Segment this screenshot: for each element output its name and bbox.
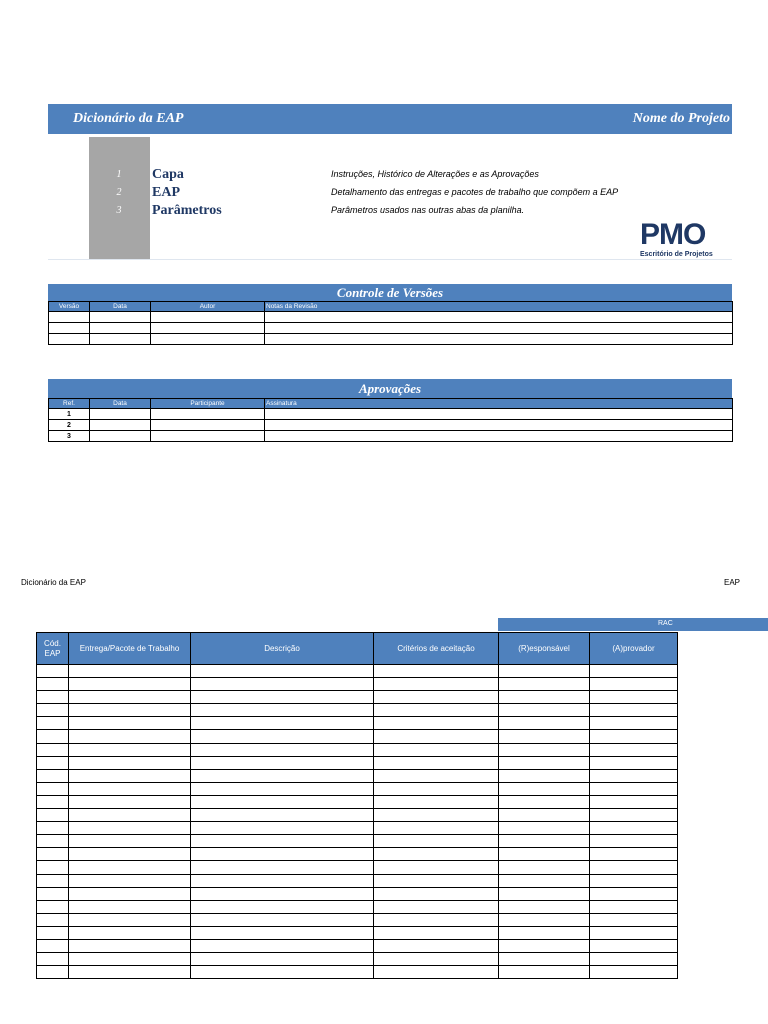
table-row: [37, 809, 678, 822]
project-name: Nome do Projeto: [632, 111, 730, 126]
cell[interactable]: [191, 769, 374, 782]
cell[interactable]: [69, 795, 191, 808]
cell[interactable]: [590, 953, 678, 966]
cell[interactable]: [499, 730, 590, 743]
table-row: [37, 730, 678, 743]
table-row: [49, 312, 733, 323]
cell[interactable]: [590, 861, 678, 874]
cell[interactable]: [37, 835, 69, 848]
cell[interactable]: [69, 874, 191, 887]
cell[interactable]: [265, 323, 733, 334]
cell[interactable]: [590, 848, 678, 861]
cell[interactable]: [499, 704, 590, 717]
cell[interactable]: [37, 704, 69, 717]
col-ref: Ref.: [49, 399, 90, 409]
cell[interactable]: [69, 704, 191, 717]
menu-number-block: [89, 137, 150, 259]
col-versao: Versão: [49, 302, 90, 312]
table-row: [37, 848, 678, 861]
cell[interactable]: [151, 420, 265, 431]
cell[interactable]: [191, 835, 374, 848]
cell[interactable]: [590, 795, 678, 808]
cell[interactable]: [69, 966, 191, 979]
table-row: [37, 835, 678, 848]
cell[interactable]: [374, 835, 499, 848]
cell[interactable]: [191, 966, 374, 979]
cell[interactable]: [37, 717, 69, 730]
cell[interactable]: [374, 926, 499, 939]
col-autor: Autor: [151, 302, 265, 312]
cell[interactable]: [191, 691, 374, 704]
cell[interactable]: [49, 323, 90, 334]
cell[interactable]: [69, 953, 191, 966]
cell[interactable]: [191, 678, 374, 691]
dictionary-sheet-label: EAP: [724, 578, 741, 587]
rac-header-bar: [498, 618, 768, 631]
cell[interactable]: [590, 874, 678, 887]
cell[interactable]: [265, 409, 733, 420]
cell[interactable]: [590, 887, 678, 900]
cell[interactable]: [590, 704, 678, 717]
cell[interactable]: [499, 756, 590, 769]
cell[interactable]: [374, 782, 499, 795]
cell[interactable]: [590, 730, 678, 743]
cell[interactable]: [90, 409, 151, 420]
cell[interactable]: [374, 874, 499, 887]
cell[interactable]: [69, 822, 191, 835]
cell[interactable]: [499, 743, 590, 756]
table-row: [37, 665, 678, 678]
cell[interactable]: [499, 848, 590, 861]
cell[interactable]: [90, 431, 151, 442]
ref-cell: 1: [49, 409, 90, 420]
cell[interactable]: [265, 312, 733, 323]
table-row: [37, 900, 678, 913]
cell[interactable]: [151, 323, 265, 334]
cell[interactable]: [37, 809, 69, 822]
cell[interactable]: [69, 730, 191, 743]
table-row: [49, 431, 733, 442]
cell[interactable]: [590, 743, 678, 756]
cell[interactable]: [37, 874, 69, 887]
col-aprovador: (A)provador: [590, 633, 678, 665]
cell[interactable]: [499, 953, 590, 966]
cell[interactable]: [374, 730, 499, 743]
cell[interactable]: [69, 939, 191, 952]
cell[interactable]: [590, 717, 678, 730]
table-row: [37, 926, 678, 939]
table-row: [37, 743, 678, 756]
versions-section: [48, 284, 732, 345]
cell[interactable]: [265, 431, 733, 442]
cell[interactable]: [37, 782, 69, 795]
cell[interactable]: [191, 848, 374, 861]
cell[interactable]: [590, 769, 678, 782]
cell[interactable]: [37, 730, 69, 743]
col-entrega: Entrega/Pacote de Trabalho: [69, 633, 191, 665]
cell[interactable]: [151, 334, 265, 345]
cell[interactable]: [37, 861, 69, 874]
versions-table: [48, 301, 733, 345]
table-row: [37, 861, 678, 874]
cell[interactable]: [37, 822, 69, 835]
cell[interactable]: [265, 420, 733, 431]
cell[interactable]: [499, 769, 590, 782]
cell[interactable]: [191, 900, 374, 913]
cell[interactable]: [590, 782, 678, 795]
cell[interactable]: [37, 795, 69, 808]
table-row: [37, 678, 678, 691]
menu-desc-capa: Instruções, Histórico de Alterações e as Aprovações: [331, 169, 539, 179]
cell[interactable]: [191, 809, 374, 822]
cell[interactable]: [374, 900, 499, 913]
table-row: [49, 409, 733, 420]
cell[interactable]: [499, 913, 590, 926]
divider: [48, 259, 732, 260]
cell[interactable]: [69, 835, 191, 848]
cell[interactable]: [69, 743, 191, 756]
cell[interactable]: [191, 874, 374, 887]
cell[interactable]: [374, 691, 499, 704]
menu-link-parametros[interactable]: Parâmetros: [152, 203, 222, 218]
cell[interactable]: [499, 926, 590, 939]
cell[interactable]: [191, 887, 374, 900]
ref-cell: 3: [49, 431, 90, 442]
cell[interactable]: [37, 926, 69, 939]
cell[interactable]: [499, 900, 590, 913]
table-row: [37, 717, 678, 730]
cell[interactable]: [69, 926, 191, 939]
cell[interactable]: [191, 704, 374, 717]
table-row: [37, 691, 678, 704]
col-participante: Participante: [151, 399, 265, 409]
cell[interactable]: [191, 939, 374, 952]
cell[interactable]: [590, 822, 678, 835]
cell[interactable]: [374, 704, 499, 717]
cell[interactable]: [590, 966, 678, 979]
cell[interactable]: [191, 782, 374, 795]
col-descricao: Descrição: [191, 633, 374, 665]
cell[interactable]: [499, 665, 590, 678]
cell[interactable]: [191, 795, 374, 808]
cell[interactable]: [49, 312, 90, 323]
cell[interactable]: [374, 756, 499, 769]
cell[interactable]: [499, 782, 590, 795]
table-row: [37, 953, 678, 966]
cell[interactable]: [191, 953, 374, 966]
col-data: Data: [90, 302, 151, 312]
cell[interactable]: [191, 861, 374, 874]
table-row: [37, 913, 678, 926]
cell[interactable]: [590, 913, 678, 926]
cell[interactable]: [37, 678, 69, 691]
cell[interactable]: [590, 665, 678, 678]
cell[interactable]: [374, 795, 499, 808]
table-row: [49, 323, 733, 334]
approvals-table: [48, 398, 733, 442]
cell[interactable]: [69, 691, 191, 704]
cell[interactable]: [37, 887, 69, 900]
cell[interactable]: [37, 769, 69, 782]
cell[interactable]: [499, 678, 590, 691]
table-row: [49, 420, 733, 431]
cell[interactable]: [37, 953, 69, 966]
dictionary-table: [36, 632, 678, 979]
cell[interactable]: [37, 939, 69, 952]
cell[interactable]: [590, 835, 678, 848]
cell[interactable]: [499, 835, 590, 848]
cell[interactable]: [191, 756, 374, 769]
col-assinatura: Assinatura: [265, 399, 733, 409]
pmo-logo-text: PMO: [640, 218, 706, 251]
table-row: [37, 756, 678, 769]
cell[interactable]: [37, 665, 69, 678]
cell[interactable]: [374, 966, 499, 979]
cell[interactable]: [590, 691, 678, 704]
cell[interactable]: [499, 887, 590, 900]
menu-desc-eap: Detalhamento das entregas e pacotes de trabalho que compõem a EAP: [331, 187, 619, 197]
header-bar: [48, 104, 732, 134]
table-row: [37, 939, 678, 952]
cell[interactable]: [590, 809, 678, 822]
cell[interactable]: [69, 665, 191, 678]
cell[interactable]: [499, 809, 590, 822]
menu-link-capa[interactable]: Capa: [152, 167, 184, 182]
cell[interactable]: [374, 913, 499, 926]
menu-desc-parametros: Parâmetros usados nas outras abas da planilha.: [331, 205, 525, 215]
cell[interactable]: [191, 822, 374, 835]
table-row: [37, 966, 678, 979]
cell[interactable]: [37, 913, 69, 926]
cell[interactable]: [69, 756, 191, 769]
cell[interactable]: [49, 334, 90, 345]
table-row: [37, 887, 678, 900]
cell[interactable]: [374, 887, 499, 900]
cell[interactable]: [69, 900, 191, 913]
approvals-title: Aprovações: [48, 379, 732, 398]
cell[interactable]: [374, 809, 499, 822]
cell[interactable]: [499, 822, 590, 835]
cell[interactable]: [191, 913, 374, 926]
cell[interactable]: [37, 743, 69, 756]
table-row: [37, 822, 678, 835]
cell[interactable]: [499, 717, 590, 730]
cell[interactable]: [191, 717, 374, 730]
cell[interactable]: [90, 420, 151, 431]
cell[interactable]: [374, 861, 499, 874]
cell[interactable]: [69, 887, 191, 900]
cell[interactable]: [191, 665, 374, 678]
cell[interactable]: [191, 730, 374, 743]
cell[interactable]: [374, 953, 499, 966]
cell[interactable]: [590, 939, 678, 952]
col-responsavel: (R)esponsável: [499, 633, 590, 665]
cell[interactable]: [69, 861, 191, 874]
col-criterios: Critérios de aceitação: [374, 633, 499, 665]
cell[interactable]: [69, 717, 191, 730]
cell[interactable]: [374, 848, 499, 861]
cell[interactable]: [191, 926, 374, 939]
cell[interactable]: [69, 769, 191, 782]
menu-link-eap[interactable]: EAP: [152, 185, 180, 200]
cell[interactable]: [69, 809, 191, 822]
cell[interactable]: [90, 334, 151, 345]
pmo-logo: [640, 220, 722, 264]
table-row: [37, 769, 678, 782]
rac-label: RAC: [658, 620, 673, 627]
cell[interactable]: [374, 743, 499, 756]
menu-number-1: 1: [116, 169, 122, 180]
table-row: [37, 874, 678, 887]
col-data: Data: [90, 399, 151, 409]
dictionary-page-label: Dicionário da EAP: [21, 578, 86, 587]
cell[interactable]: [151, 431, 265, 442]
cell[interactable]: [37, 900, 69, 913]
pmo-logo-subtitle: Escritório de Projetos: [640, 251, 713, 258]
cell[interactable]: [151, 409, 265, 420]
cell[interactable]: [374, 678, 499, 691]
header-title: Dicionário da EAP: [73, 111, 184, 126]
cell[interactable]: [499, 939, 590, 952]
cell[interactable]: [374, 665, 499, 678]
cell[interactable]: [69, 678, 191, 691]
cell[interactable]: [499, 874, 590, 887]
cell[interactable]: [374, 939, 499, 952]
cell[interactable]: [37, 756, 69, 769]
col-notas: Notas da Revisão: [265, 302, 733, 312]
cell[interactable]: [499, 861, 590, 874]
menu-number-2: 2: [116, 187, 122, 198]
cell[interactable]: [90, 323, 151, 334]
cell[interactable]: [37, 848, 69, 861]
col-cod-eap: Cód. EAP: [37, 633, 69, 665]
table-row: [37, 782, 678, 795]
cell[interactable]: [590, 926, 678, 939]
table-row: [49, 334, 733, 345]
cell[interactable]: [69, 848, 191, 861]
approvals-section: [48, 379, 732, 442]
cell[interactable]: [69, 913, 191, 926]
cell[interactable]: [37, 691, 69, 704]
cell[interactable]: [590, 756, 678, 769]
cell[interactable]: [374, 769, 499, 782]
cell[interactable]: [69, 782, 191, 795]
cell[interactable]: [90, 312, 151, 323]
cell[interactable]: [374, 822, 499, 835]
menu-number-3: 3: [116, 205, 122, 216]
cell[interactable]: [499, 691, 590, 704]
cell[interactable]: [590, 900, 678, 913]
versions-title: Controle de Versões: [48, 284, 732, 301]
cell[interactable]: [265, 334, 733, 345]
cell[interactable]: [151, 312, 265, 323]
cell[interactable]: [499, 966, 590, 979]
cell[interactable]: [191, 743, 374, 756]
table-row: [37, 704, 678, 717]
cell[interactable]: [590, 678, 678, 691]
table-row: [37, 795, 678, 808]
cell[interactable]: [37, 966, 69, 979]
ref-cell: 2: [49, 420, 90, 431]
cell[interactable]: [374, 717, 499, 730]
cell[interactable]: [499, 795, 590, 808]
